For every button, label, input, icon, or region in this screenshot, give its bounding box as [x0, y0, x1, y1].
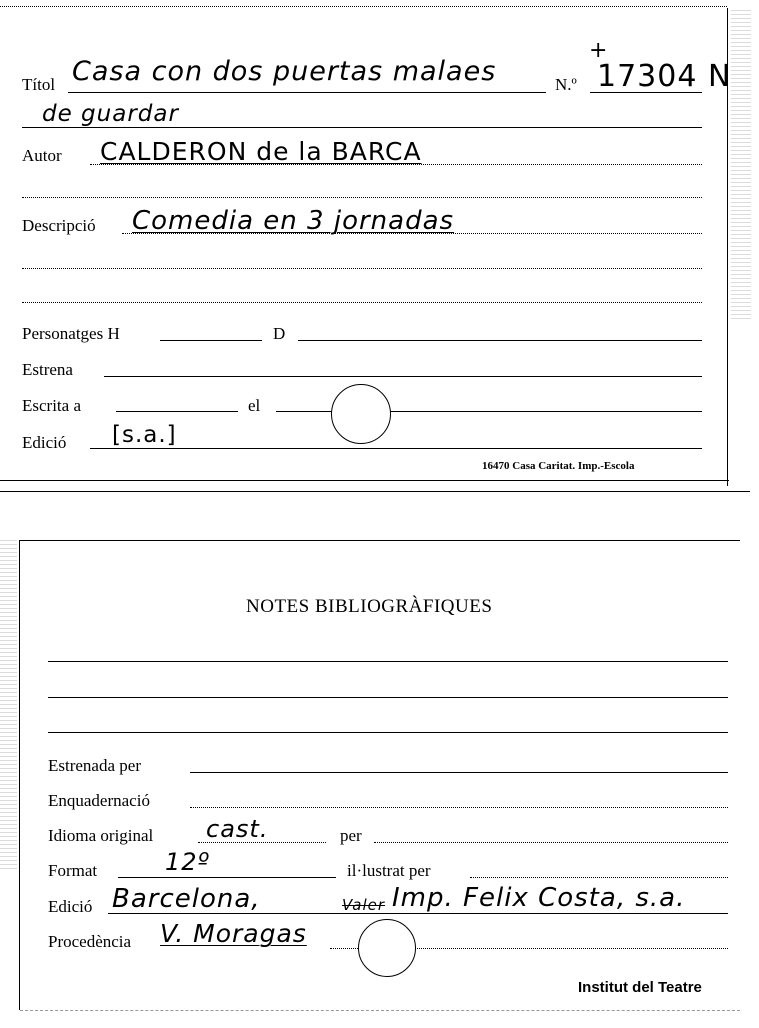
procedencia-value: V. Moragas — [160, 919, 307, 948]
titol-value-line2: de guardar — [42, 101, 179, 127]
estrena-label: Estrena — [22, 360, 73, 379]
card-front-bottom-edge-2 — [0, 491, 750, 492]
notes-line-2 — [48, 697, 728, 698]
escrita-a-line — [116, 411, 238, 412]
idioma-per-label: per — [340, 826, 362, 845]
descripcio-line — [122, 233, 702, 234]
enquadernacio-label: Enquadernació — [48, 791, 150, 810]
descripcio-line-2 — [22, 268, 702, 269]
numero-label: N.º — [555, 75, 577, 94]
personatges-h-line — [160, 340, 262, 341]
autor-line-2 — [22, 197, 702, 198]
back-edicio-printer: Imp. Felix Costa, s.a. — [392, 883, 686, 913]
back-edicio-label: Edició — [48, 897, 93, 916]
descripcio-label: Descripció — [22, 216, 96, 235]
notes-line-1 — [48, 661, 728, 662]
estrenada-label: Estrenada per — [48, 756, 141, 775]
card-back — [0, 495, 759, 1028]
idioma-line — [198, 842, 326, 843]
descripcio-line-3 — [22, 302, 702, 303]
autor-label: Autor — [22, 146, 62, 165]
card-back-top-edge — [20, 540, 740, 541]
illustrat-line — [470, 877, 728, 878]
edicio-label: Edició — [22, 433, 67, 452]
escrita-label: Escrita a — [22, 396, 81, 415]
numero-plus-mark: + — [589, 38, 609, 63]
punch-hole-back — [358, 919, 416, 977]
personatges-d-line — [298, 340, 702, 341]
enquadernacio-line — [190, 807, 728, 808]
institution-label: Institut del Teatre — [578, 979, 702, 996]
format-label: Format — [48, 861, 98, 880]
personatges-label: Personatges H — [22, 324, 120, 343]
titol-line — [68, 92, 546, 93]
format-value: 12º — [165, 848, 210, 876]
edicio-value: [s.a.] — [112, 422, 177, 448]
scan-noise-right — [731, 10, 751, 320]
idioma-value: cast. — [206, 815, 269, 843]
descripcio-value: Comedia en 3 jornadas — [132, 206, 455, 236]
estrenada-line — [190, 772, 728, 773]
printer-note: 16470 Casa Caritat. Imp.-Escola — [482, 460, 635, 472]
back-edicio-struck: Valer — [342, 896, 386, 914]
back-edicio-value: Barcelona, — [112, 884, 261, 914]
format-line — [118, 877, 336, 878]
autor-value: CALDERON de la BARCA — [100, 137, 422, 166]
card-back-left-edge — [19, 540, 20, 1010]
punch-hole-front — [331, 384, 391, 444]
personatges-d-label: D — [273, 324, 286, 343]
card-front — [0, 0, 759, 495]
titol-value-line1: Casa con dos puertas malaes — [72, 56, 497, 87]
titol-label: Títol — [22, 75, 56, 94]
procedencia-label: Procedència — [48, 932, 132, 951]
card-front-bottom-edge — [0, 480, 729, 481]
autor-line — [90, 164, 702, 165]
idioma-per-line — [374, 842, 728, 843]
card-back-bottom-edge — [20, 1010, 740, 1011]
idioma-label: Idioma original — [48, 826, 154, 845]
illustrat-label: il·lustrat per — [347, 861, 431, 880]
card-front-top-edge — [0, 6, 727, 7]
titol-line-2 — [22, 127, 702, 128]
back-heading: NOTES BIBLIOGRÀFIQUES — [246, 596, 493, 617]
edicio-line — [90, 448, 702, 449]
notes-line-3 — [48, 732, 728, 733]
escrita-el-label: el — [248, 396, 261, 415]
back-edicio-line — [108, 913, 728, 914]
scan-noise-left — [0, 540, 17, 870]
numero-value: 17304 N — [597, 59, 732, 94]
estrena-line — [104, 376, 702, 377]
